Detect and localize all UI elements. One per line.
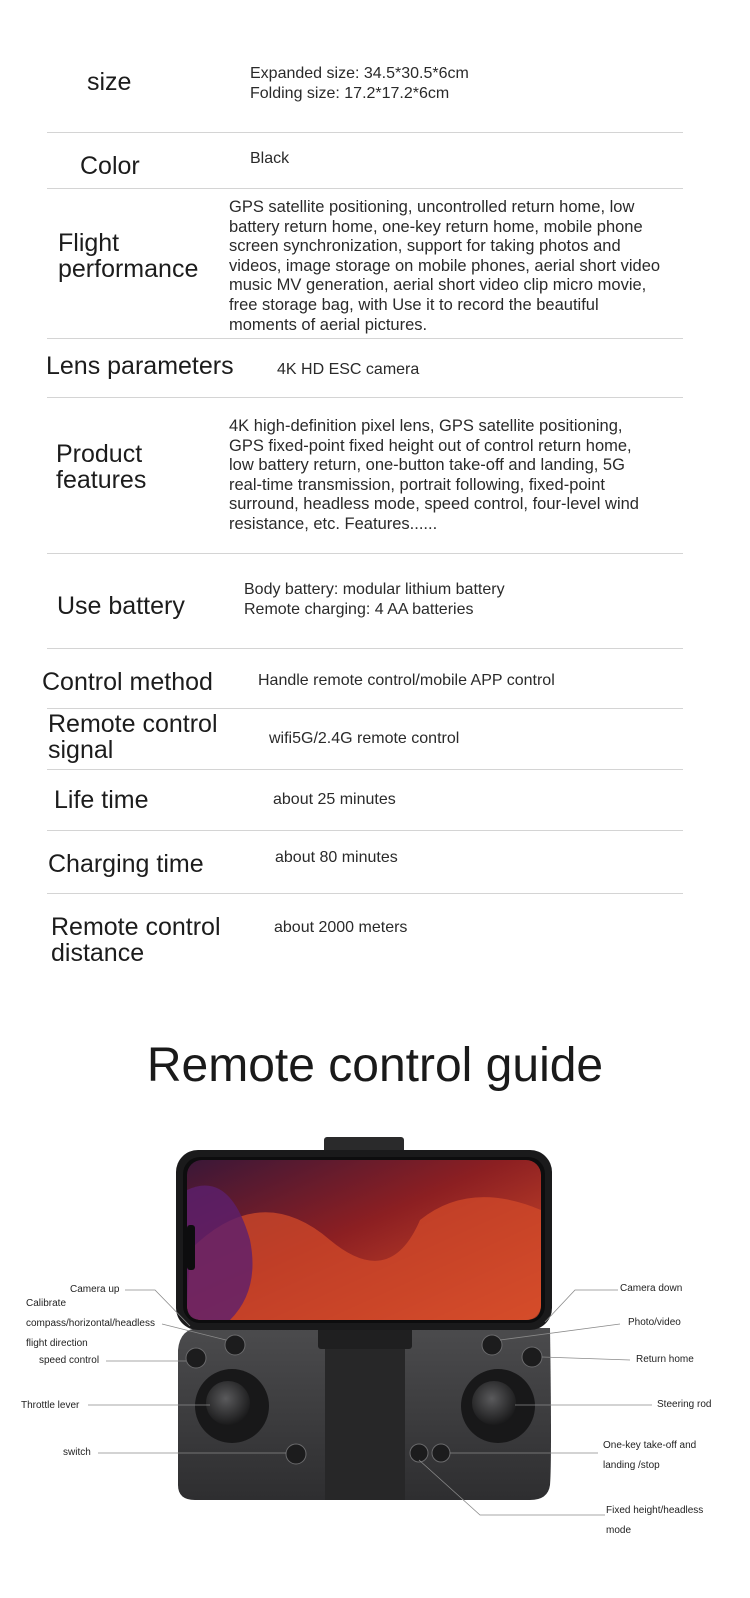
spec-value-color <box>250 149 289 169</box>
spec-label-line: Remote control <box>51 913 221 941</box>
callout-photo-video: Photo/video <box>628 1317 681 1328</box>
divider <box>47 648 683 649</box>
guide-title: Remote control guide <box>146 1039 604 1092</box>
callout-camera-down: Camera down <box>620 1283 683 1294</box>
spec-value-product-features <box>229 417 639 535</box>
spec-value-line: surround, headless mode, speed control, four-level wind <box>229 495 639 514</box>
callout-camera-up: Camera up <box>70 1284 120 1295</box>
spec-value-charging-time <box>275 848 398 868</box>
fixed-height-button[interactable] <box>410 1444 428 1462</box>
power-switch-button[interactable] <box>286 1444 306 1464</box>
spec-value-line: low battery return, one-button take-off and landing, 5G <box>229 456 625 475</box>
spec-label-line: features <box>56 466 147 494</box>
spec-value-line: 4K HD ESC camera <box>277 361 420 378</box>
takeoff-landing-button[interactable] <box>432 1444 450 1462</box>
speed-control-button[interactable] <box>186 1348 206 1368</box>
callout-steering-rod: Steering rod <box>657 1399 712 1410</box>
spec-value-remote-control-distance <box>274 918 407 938</box>
spec-value-line: Expanded size: 34.5*30.5*6cm <box>250 65 469 82</box>
spec-value-line: battery return home, one-key return home, mobile phone <box>229 217 643 236</box>
spec-value-line: videos, image storage on mobile phones, aerial short video <box>229 256 661 275</box>
divider <box>47 769 683 770</box>
callout-fixed-height <box>606 1501 703 1541</box>
callout-speed-control: speed control <box>39 1355 100 1366</box>
spec-value-line: GPS fixed-point fixed height out of control return home, <box>229 436 632 455</box>
callout-return-home: Return home <box>636 1354 694 1365</box>
throttle-lever[interactable] <box>195 1369 269 1443</box>
spec-value-line: GPS satellite positioning, uncontrolled return home, low <box>229 198 635 216</box>
divider <box>47 132 683 133</box>
spec-label-line: performance <box>58 255 199 283</box>
spec-value-use-battery <box>244 580 505 620</box>
spec-label-size: size <box>87 68 132 96</box>
callout-line: Fixed height/headless <box>606 1505 704 1516</box>
spec-label-control-method: Control method <box>42 668 213 696</box>
spec-value-line: music MV generation, aerial short video clip micro movie, <box>229 276 647 295</box>
steering-rod[interactable] <box>461 1369 535 1443</box>
callout-takeoff-landing <box>603 1436 696 1476</box>
spec-label-line: distance <box>51 939 145 967</box>
callout-line: landing /stop <box>603 1460 660 1471</box>
spec-value-line: Folding size: 17.2*17.2*6cm <box>250 85 450 102</box>
divider <box>47 830 683 831</box>
spec-value-line: about 80 minutes <box>275 849 398 866</box>
calibrate-button[interactable] <box>225 1335 245 1355</box>
callout-line: compass/horizontal/headless <box>26 1318 155 1329</box>
spec-label-charging-time: Charging time <box>48 850 204 878</box>
callout-line: mode <box>606 1525 632 1536</box>
spec-value-line: moments of aerial pictures. <box>229 315 428 334</box>
callout-throttle-lever: Throttle lever <box>21 1400 80 1411</box>
callout-switch: switch <box>63 1447 91 1458</box>
divider <box>47 708 683 709</box>
spec-value-line: Body battery: modular lithium battery <box>244 581 505 598</box>
photo-video-button[interactable] <box>482 1335 502 1355</box>
phone <box>176 1150 552 1330</box>
spec-value-lens-parameters <box>277 360 419 380</box>
divider <box>47 397 683 398</box>
spec-label-remote-control-signal <box>48 711 218 763</box>
divider <box>47 553 683 554</box>
spec-value-line: resistance, etc. Features...... <box>229 514 438 533</box>
spec-value-line: 4K high-definition pixel lens, GPS satellite positioning, <box>229 417 623 435</box>
callout-line: One-key take-off and <box>603 1440 697 1451</box>
spec-label-line: signal <box>48 736 114 764</box>
spec-label-lens-parameters: Lens parameters <box>46 352 234 380</box>
spec-label-product-features <box>56 441 146 493</box>
spec-label-use-battery: Use battery <box>57 592 185 620</box>
spec-label-line: Flight <box>58 229 120 257</box>
spec-value-line: Handle remote control/mobile APP control <box>258 672 555 689</box>
spec-value-size <box>250 64 469 104</box>
spec-label-line: Remote control <box>48 710 218 738</box>
spec-value-control-method <box>258 671 555 691</box>
divider <box>47 893 683 894</box>
spec-value-line: about 2000 meters <box>274 919 408 936</box>
spec-value-flight-performance <box>229 198 660 335</box>
callout-calibrate <box>26 1294 155 1354</box>
spec-value-line: free storage bag, with Use it to record the beautiful <box>229 295 599 314</box>
spec-label-color: Color <box>80 152 140 180</box>
divider <box>47 338 683 339</box>
spec-label-remote-control-distance <box>51 914 221 966</box>
spec-value-remote-control-signal <box>269 729 459 749</box>
callout-line: flight direction <box>26 1338 88 1349</box>
return-home-button[interactable] <box>522 1347 542 1367</box>
callout-line: Calibrate <box>26 1298 67 1309</box>
divider <box>47 188 683 189</box>
spec-label-flight-performance <box>58 230 198 282</box>
spec-value-line: about 25 minutes <box>273 791 396 808</box>
spec-label-life-time: Life time <box>54 786 149 814</box>
spec-value-life-time <box>273 790 396 810</box>
spec-value-line: real-time transmission, portrait following, fixed-point <box>229 475 605 494</box>
spec-label-line: Product <box>56 440 143 468</box>
spec-value-line: Remote charging: 4 AA batteries <box>244 601 474 618</box>
spec-value-line: Black <box>250 150 290 167</box>
spec-value-line: wifi5G/2.4G remote control <box>269 730 460 747</box>
spec-value-line: screen synchronization, support for taking photos and <box>229 237 621 256</box>
